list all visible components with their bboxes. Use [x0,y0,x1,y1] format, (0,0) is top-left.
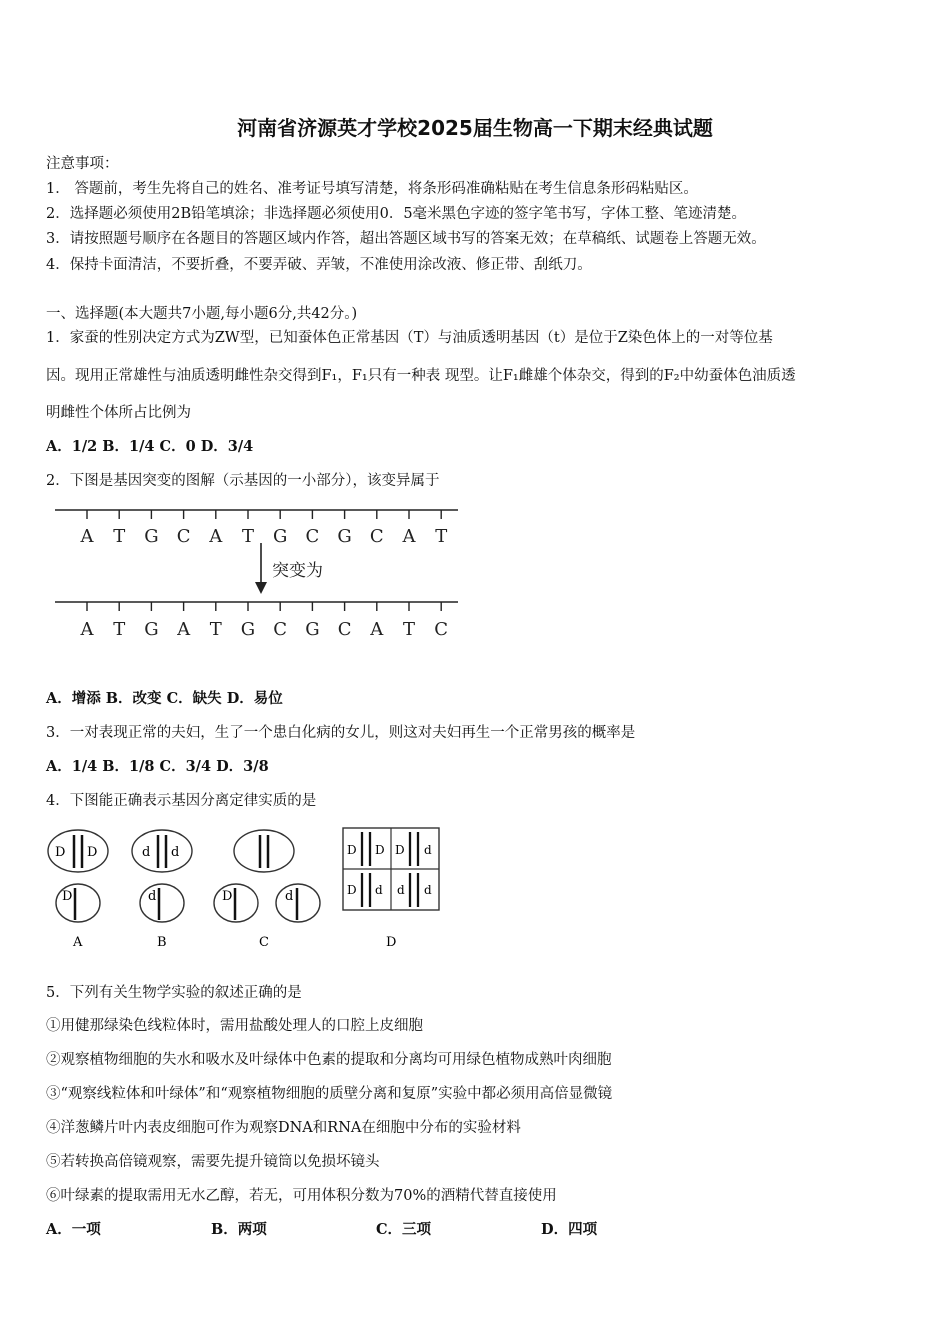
svg-text:D: D [386,935,397,950]
svg-text:D: D [347,843,357,857]
svg-text:D: D [62,889,73,904]
notice-item: 1． 答题前，考生先将自己的姓名、准考证号填写清楚，将条形码准确粘贴在考生信息条形码粘贴区。 [46,181,698,197]
q1-options: A．1/2 B．1/4 C．0 D．3/4 [46,438,254,455]
q5-item: ②观察植物细胞的失水和吸水及叶绿体中色素的提取和分离均可用绿色植物成熟叶肉细胞 [46,1052,612,1068]
svg-text:d: d [397,883,405,897]
page-title: 河南省济源英才学校2025届生物高一下期末经典试题 [237,116,713,140]
option-d-figure [343,828,439,950]
mutated-sequence-base: A [80,619,94,640]
mutated-sequence-base: G [240,619,256,640]
q5-item: ③“观察线粒体和叶绿体”和“观察植物细胞的质壁分离和复原”实验中都必须用高倍显微镜 [46,1086,613,1102]
original-sequence-base: G [273,526,288,547]
original-sequence-base: A [80,526,94,547]
gene-segregation-figure [40,818,460,958]
mutation-label: 突变为 [272,561,323,581]
mutated-sequence-base: T [209,619,222,640]
gene-mutation-diagram [50,498,465,648]
svg-text:D: D [222,889,233,904]
q2-options: A．增添 B．改变 C．缺失 D．易位 [46,690,283,707]
svg-text:A: A [73,935,83,950]
q3-options: A．1/4 B．1/8 C．3/4 D．3/8 [46,758,269,775]
mutated-sequence-base: C [337,619,352,640]
original-sequence-base: T [113,526,126,547]
notice-item: 4．保持卡面清洁，不要折叠，不要弄破、弄皱，不准使用涂改液、修正带、刮纸刀。 [46,257,592,273]
q2-stem: 2．下图是基因突变的图解（示基因的一小部分），该变异属于 [46,473,440,489]
svg-text:d: d [142,845,151,860]
svg-text:D: D [87,845,98,860]
svg-text:D: D [55,845,66,860]
svg-text:d: d [285,889,294,904]
q5-item: ⑥叶绿素的提取需用无水乙醇，若无，可用体积分数为70%的酒精代替直接使用 [46,1188,557,1204]
svg-text:C: C [259,935,269,950]
mutated-sequence-base: C [434,619,449,640]
q3-stem: 3．一对表现正常的夫妇，生了一个患白化病的女儿，则这对夫妇再生一个正常男孩的概率是 [46,725,636,741]
svg-text:B: B [157,935,167,950]
q5-option-d: D．四项 [541,1221,598,1238]
original-sequence-base: T [435,526,448,547]
q5-option-b: B．两项 [211,1221,267,1238]
q5-item: ④洋葱鳞片叶内表皮细胞可作为观察DNA和RNA在细胞中分布的实验材料 [46,1120,521,1136]
notice-item: 2．选择题必须使用2B铅笔填涂；非选择题必须使用0．5毫米黑色字迹的签字笔书写，字体工整、笔迹清楚。 [46,206,747,222]
original-sequence-base: T [241,526,255,547]
arrow-head [255,582,267,594]
q1-stem-line: 1．家蚕的性别决定方式为ZW型，已知蚕体色正常基因（T）与油质透明基因（t）是位于Z染色体上的一对等位基 [46,330,773,346]
q5-item: ⑤若转换高倍镜观察，需要先提升镜筒以免损坏镜头 [46,1154,380,1170]
q1-stem-line: 明雌性个体所占比例为 [46,405,191,421]
original-sequence-base: A [402,526,416,547]
mutated-sequence-base: G [305,619,320,640]
option-a-figure [48,830,108,950]
mutated-sequence-base: C [273,619,288,640]
svg-text:d: d [375,883,383,897]
svg-text:d: d [424,843,432,857]
notice-heading: 注意事项： [46,156,119,172]
original-sequence-base: A [209,526,223,547]
original-sequence-base: C [369,526,384,547]
svg-text:D: D [375,843,385,857]
mutated-sequence-base: A [370,619,384,640]
mutated-sequence-base: T [113,619,126,640]
original-sequence-base: C [176,526,191,547]
q1-stem-line: 因。现用正常雄性与油质透明雌性杂交得到F₁，F₁只有一种表 现型。让F₁雌雄个体杂交，得到的F₂中幼蚕体色油质透 [46,368,796,384]
mutated-sequence-base: T [402,619,416,640]
q5-stem: 5．下列有关生物学实验的叙述正确的是 [46,985,302,1001]
mutated-sequence-base: G [144,619,159,640]
svg-text:d: d [148,889,157,904]
q5-option-a: A．一项 [46,1221,101,1238]
q5-option-c: C．三项 [376,1221,432,1238]
q4-stem: 4．下图能正确表示基因分离定律实质的是 [46,793,317,809]
svg-text:d: d [424,883,432,897]
svg-text:D: D [395,843,405,857]
svg-text:D: D [347,883,357,897]
original-sequence-base: G [144,526,159,547]
mutated-sequence-base: A [177,619,191,640]
option-c-figure [214,830,320,950]
original-sequence-base: C [305,526,320,547]
option-b-figure [132,830,192,950]
original-sequence-base: G [337,526,352,547]
section-heading: 一、选择题(本大题共7小题,每小题6分,共42分。) [46,306,358,322]
notice-item: 3．请按照题号顺序在各题目的答题区域内作答，超出答题区域书写的答案无效；在草稿纸、试题卷上答题无效。 [46,231,766,247]
q5-item: ①用健那绿染色线粒体时，需用盐酸处理人的口腔上皮细胞 [46,1018,423,1034]
svg-text:d: d [171,845,180,860]
